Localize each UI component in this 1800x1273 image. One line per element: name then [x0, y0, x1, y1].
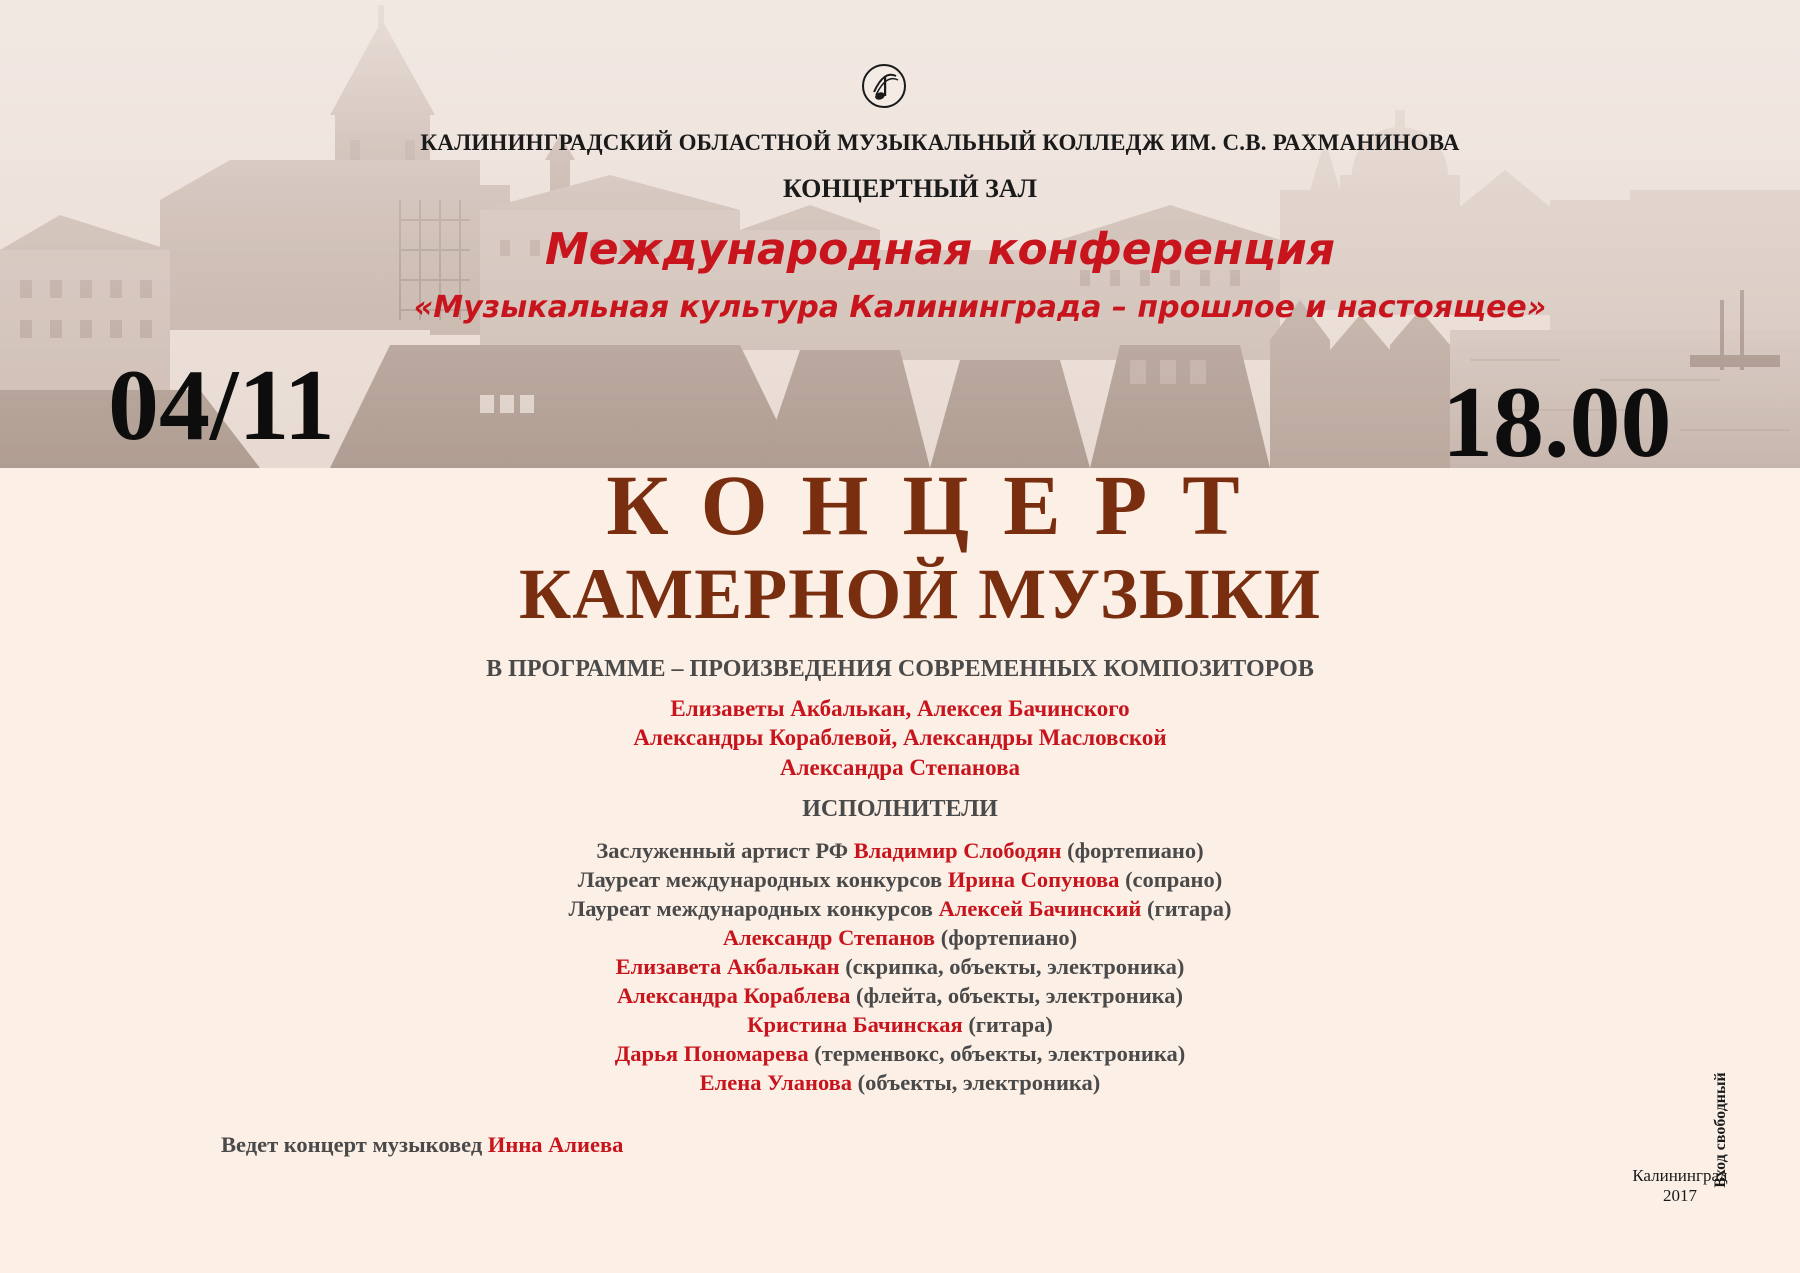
- music-note-logo-icon: [860, 62, 908, 110]
- performer-title: Заслуженный артист РФ: [596, 838, 854, 863]
- performer-role: (фортепиано): [935, 925, 1078, 950]
- concert-title: КОНЦЕРТ: [606, 457, 1274, 553]
- event-date: 04/11: [108, 349, 335, 462]
- performers-heading: ИСПОЛНИТЕЛИ: [802, 796, 998, 822]
- performer-name: Ирина Сопунова: [947, 867, 1120, 892]
- performer-role: (скрипка, объекты, электроника): [839, 954, 1185, 979]
- performer-title: Лауреат международных конкурсов: [568, 896, 939, 921]
- program-heading: В ПРОГРАММЕ – ПРОИЗВЕДЕНИЯ СОВРЕМЕННЫХ КОМПОЗИТОРОВ: [486, 656, 1314, 682]
- conference-subtitle: «Музыкальная культура Калининграда – прошлое и настоящее»: [413, 290, 1547, 325]
- performer-line: [0, 1041, 1800, 1067]
- performer-role: (объекты, электроника): [852, 1070, 1101, 1095]
- performer-name: Александра Кораблева: [616, 983, 851, 1008]
- performer-role: (гитара): [1141, 896, 1232, 921]
- performer-name: Дарья Пономарева: [614, 1041, 809, 1066]
- performer-role: (терменвокс, объекты, электроника): [808, 1041, 1186, 1066]
- performer-line: [0, 1012, 1800, 1038]
- performer-name: Владимир Слободян: [853, 838, 1062, 863]
- host-name: Инна Алиева: [487, 1132, 624, 1157]
- performer-role: (сопрано): [1119, 867, 1223, 892]
- performer-role: (фортепиано): [1061, 838, 1204, 863]
- performer-line: [0, 954, 1800, 980]
- year: 2017: [1663, 1186, 1697, 1206]
- concert-subtitle: КАМЕРНОЙ МУЗЫКИ: [519, 554, 1321, 634]
- host-line: [221, 1132, 623, 1158]
- performer-line: [0, 867, 1800, 893]
- free-entry-text: Вход свободный: [1712, 1072, 1729, 1188]
- performer-name: Кристина Бачинская: [747, 1012, 963, 1037]
- performer-line: [0, 896, 1800, 922]
- performer-line: [0, 1070, 1800, 1096]
- performer-role: (гитара): [962, 1012, 1053, 1037]
- performer-role: (флейта, объекты, электроника): [850, 983, 1184, 1008]
- composers-line: Елизаветы Акбалькан, Алексея Бачинского: [670, 696, 1130, 721]
- college-name: КАЛИНИНГРАДСКИЙ ОБЛАСТНОЙ МУЗЫКАЛЬНЫЙ КОЛЛЕДЖ ИМ. С.В. РАХМАНИНОВА: [420, 130, 1460, 155]
- event-time: 18.00: [1442, 366, 1672, 479]
- hall-name: КОНЦЕРТНЫЙ ЗАЛ: [782, 174, 1038, 203]
- composers-line: Александра Степанова: [780, 755, 1020, 780]
- performer-line: [0, 838, 1800, 864]
- city-name: Калининград: [1632, 1166, 1728, 1185]
- conference-title: Международная конференция: [544, 224, 1336, 275]
- performer-name: Елизавета Акбалькан: [615, 954, 840, 979]
- performer-name: Александр Степанов: [722, 925, 936, 950]
- performer-name: Алексей Бачинский: [938, 896, 1142, 921]
- performer-title: Лауреат международных конкурсов: [577, 867, 948, 892]
- performer-name: Елена Уланова: [699, 1070, 853, 1095]
- city-year: [1600, 1166, 1760, 1207]
- composers-line: Александры Кораблевой, Александры Масловской: [633, 725, 1167, 750]
- host-title: Ведет концерт музыковед: [221, 1132, 488, 1157]
- performer-line: [0, 983, 1800, 1009]
- performer-line: [0, 925, 1800, 951]
